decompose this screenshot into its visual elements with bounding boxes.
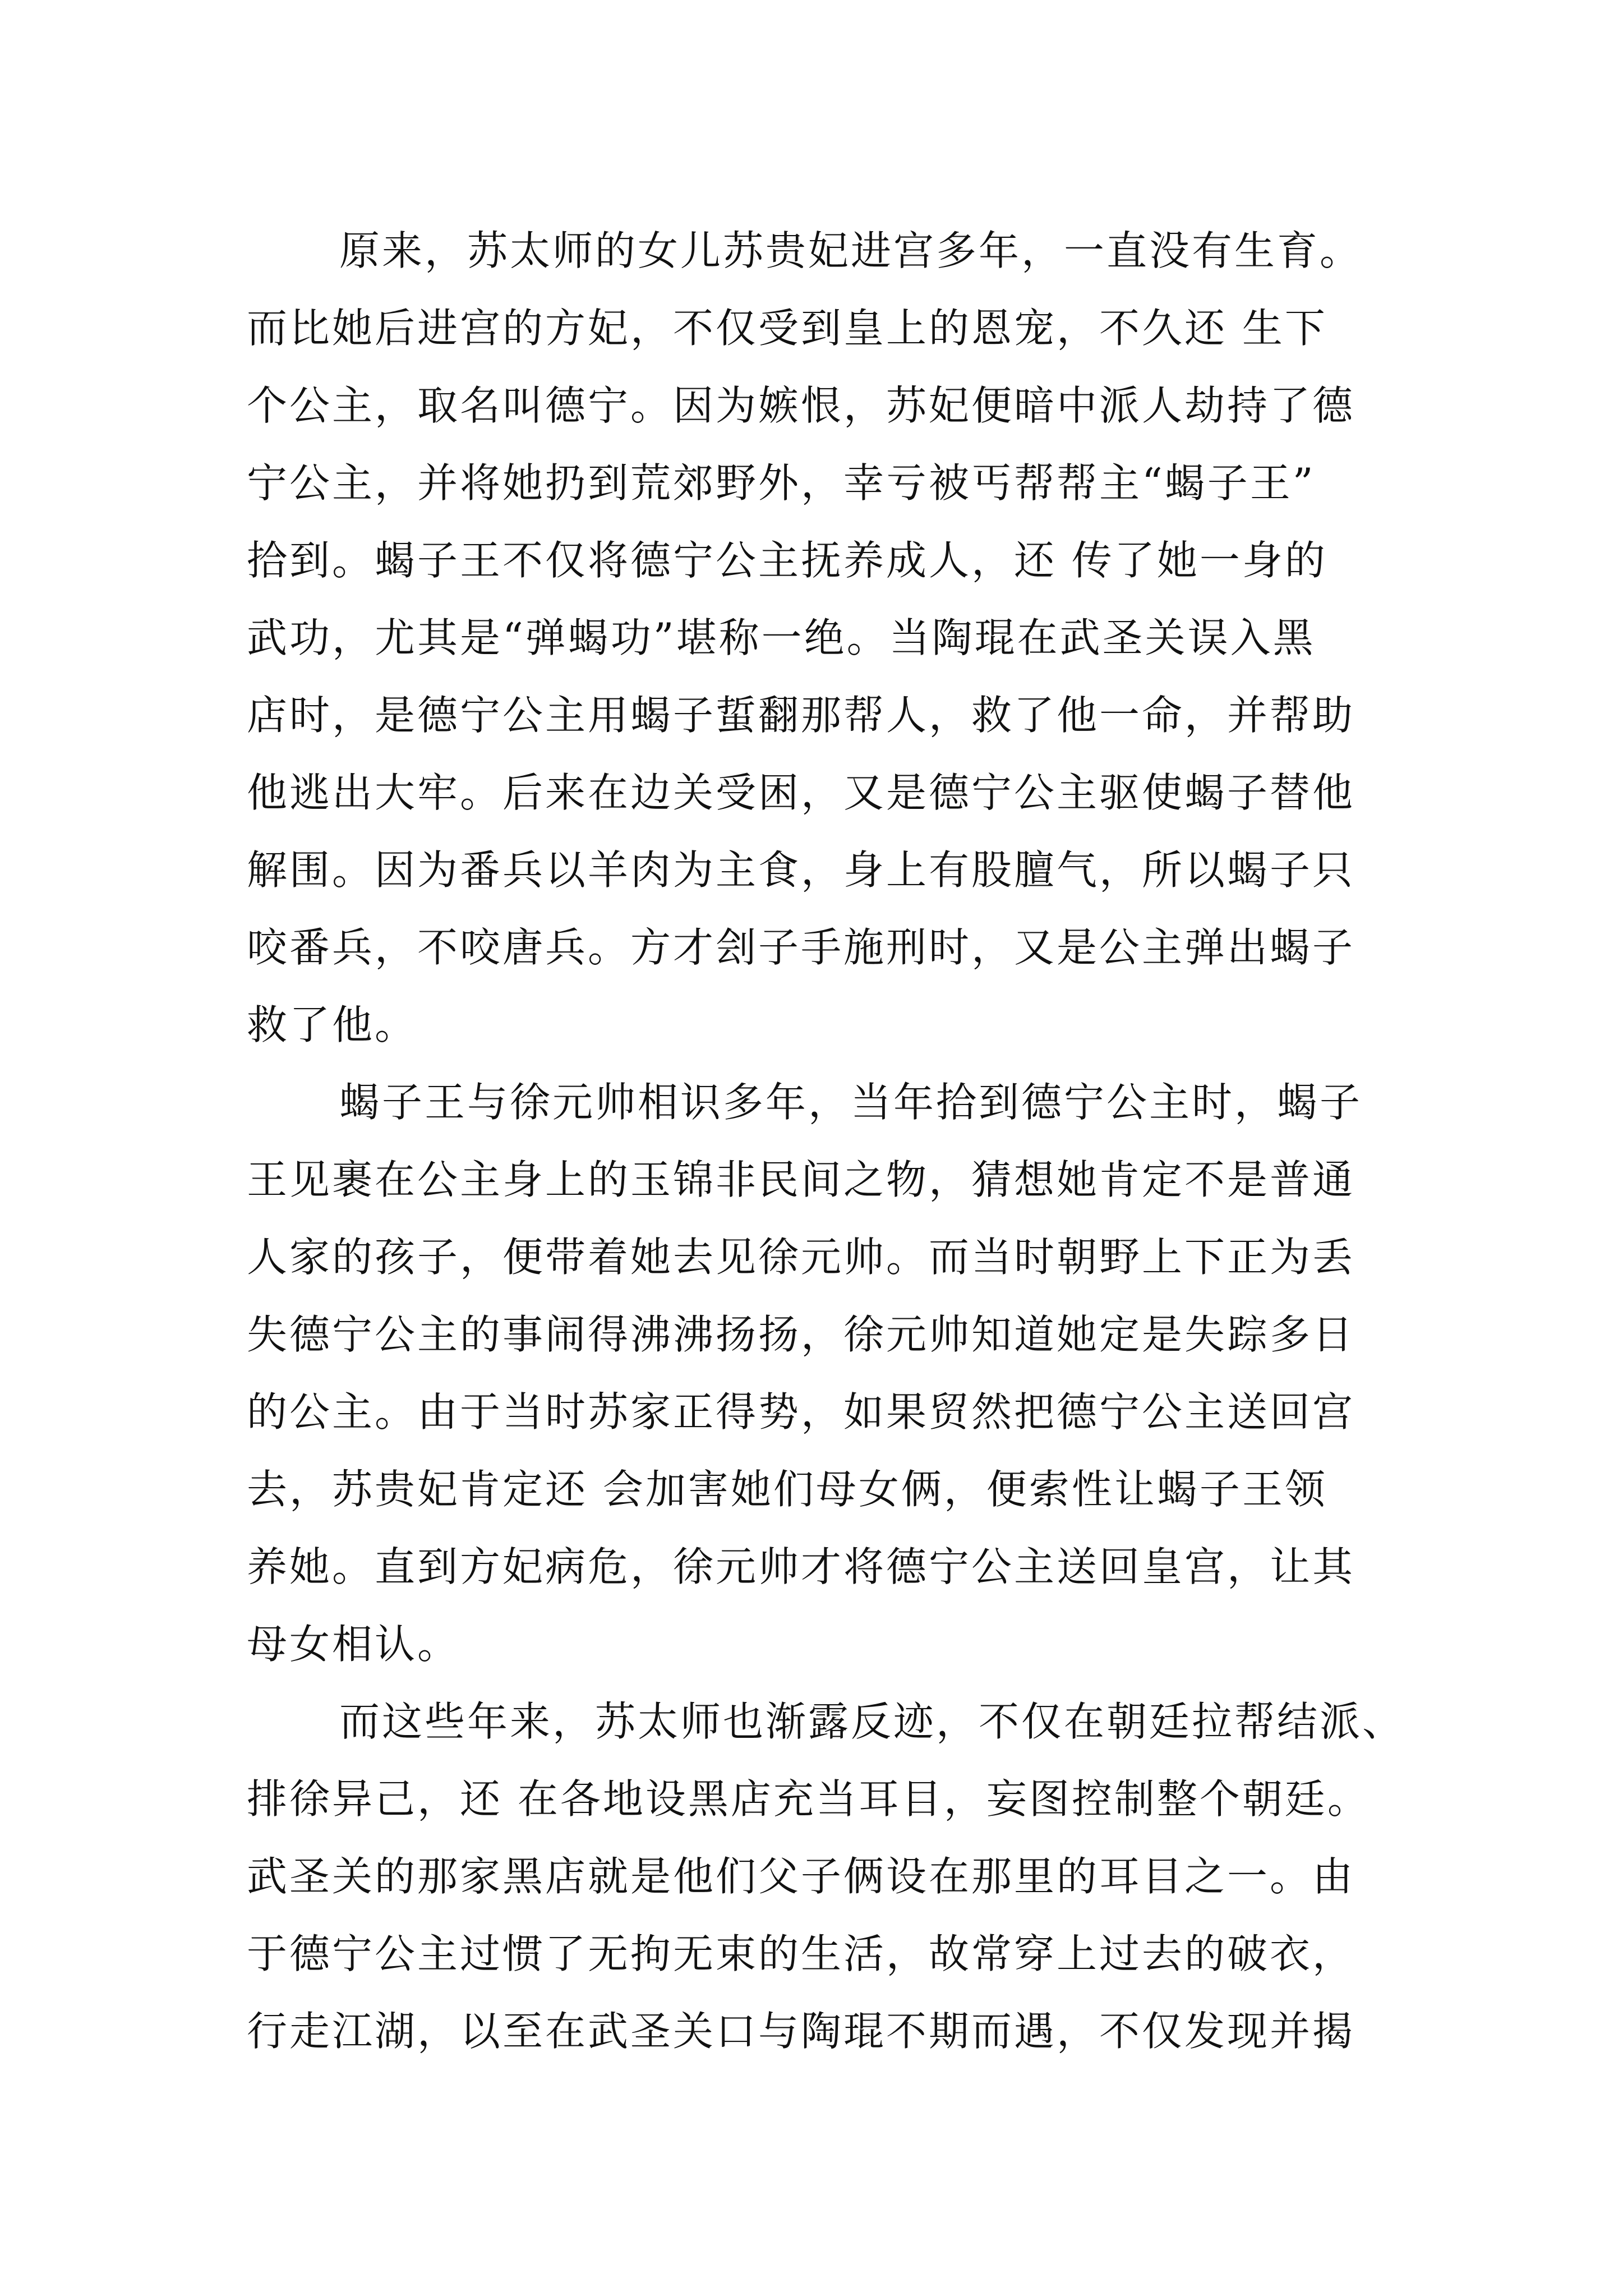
paragraph-1-line-2: 而比她后进宫的方妃，不仅受到皇上的恩宠，不久还 生下 bbox=[247, 305, 1327, 352]
paragraph-1-line-10: 咬番兵，不咬唐兵。方才刽子手施刑时，又是公主弹出蝎子 bbox=[247, 924, 1355, 971]
paragraph-3-line-1: 而这些年来，苏太师也渐露反迹，不仅在朝廷拉帮结派、 bbox=[339, 1698, 1405, 1745]
paragraph-1-line-7: 店时，是德宁公主用蝎子蜇翻那帮人，救了他一命，并帮助 bbox=[247, 692, 1355, 739]
paragraph-1-line-4: 宁公主，并将她扔到荒郊野外，幸亏被丐帮帮主“蝎子王” bbox=[247, 459, 1316, 507]
paragraph-2-line-2: 王见裹在公主身上的玉锦非民间之物，猜想她肯定不是普通 bbox=[247, 1156, 1355, 1203]
paragraph-2-line-5: 的公主。由于当时苏家正得势，如果贸然把德宁公主送回宫 bbox=[247, 1388, 1355, 1435]
paragraph-1-line-11: 救了他。 bbox=[247, 1001, 418, 1048]
paragraph-3-line-2: 排徐异己，还 在各地设黑店充当耳目，妄图控制整个朝廷。 bbox=[247, 1775, 1370, 1823]
paragraph-1-line-9: 解围。因为番兵以羊肉为主食，身上有股膻气，所以蝎子只 bbox=[247, 846, 1355, 894]
paragraph-1-line-8: 他逃出大牢。后来在边关受困，又是德宁公主驱使蝎子替他 bbox=[247, 769, 1355, 816]
paragraph-1-line-1: 原来，苏太师的女儿苏贵妃进宫多年，一直没有生育。 bbox=[339, 227, 1363, 274]
paragraph-2-line-8: 母女相认。 bbox=[247, 1621, 460, 1668]
paragraph-3-line-3: 武圣关的那家黑店就是他们父子俩设在那里的耳目之一。由 bbox=[247, 1853, 1355, 1900]
paragraph-2-line-7: 养她。直到方妃病危，徐元帅才将德宁公主送回皇宫，让其 bbox=[247, 1543, 1355, 1590]
paragraph-2-line-6: 去，苏贵妃肯定还 会加害她们母女俩，便索性让蝎子王领 bbox=[247, 1466, 1327, 1513]
paragraph-2-line-1: 蝎子王与徐元帅相识多年，当年拾到德宁公主时，蝎子 bbox=[339, 1079, 1363, 1126]
paragraph-1-line-5: 拾到。蝎子王不仅将德宁公主抚养成人，还 传了她一身的 bbox=[247, 537, 1327, 584]
paragraph-1-line-3: 个公主，取名叫德宁。因为嫉恨，苏妃便暗中派人劫持了德 bbox=[247, 382, 1355, 429]
paragraph-2-line-3: 人家的孩子，便带着她去见徐元帅。而当时朝野上下正为丢 bbox=[247, 1234, 1355, 1281]
paragraph-1-line-6: 武功，尤其是“弹蝎功”堪称一绝。当陶琨在武圣关误入黑 bbox=[247, 614, 1316, 661]
paragraph-3-line-4: 于德宁公主过惯了无拘无束的生活，故常穿上过去的破衣， bbox=[247, 1930, 1355, 1977]
paragraph-3-line-5: 行走江湖，以至在武圣关口与陶琨不期而遇，不仅发现并揭 bbox=[247, 2008, 1355, 2055]
paragraph-2-line-4: 失德宁公主的事闹得沸沸扬扬，徐元帅知道她定是失踪多日 bbox=[247, 1311, 1355, 1358]
